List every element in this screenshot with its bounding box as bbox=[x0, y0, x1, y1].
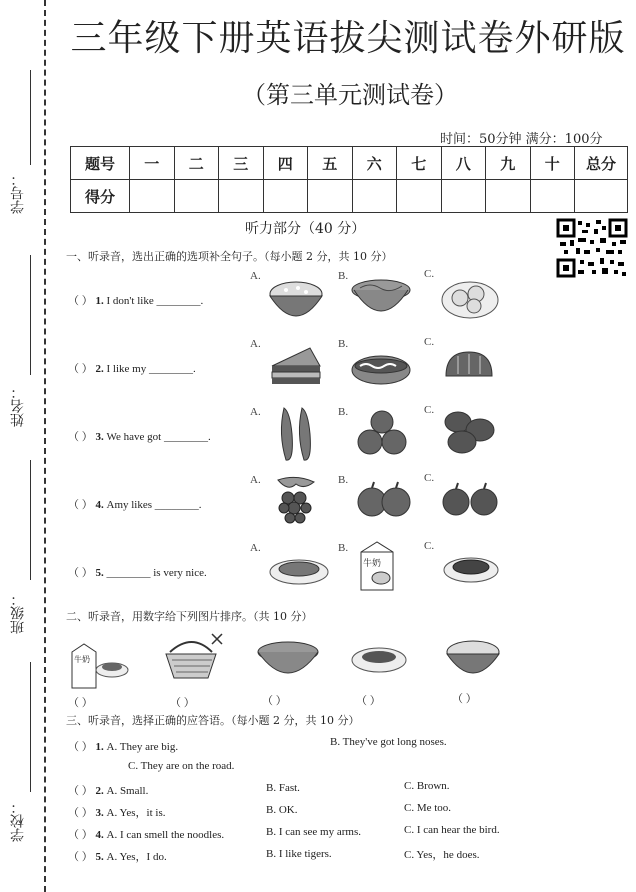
order-paren[interactable]: （ ） bbox=[452, 693, 477, 705]
id-label: 学号： bbox=[10, 172, 26, 214]
section3-title: 三、听录音，选择正确的应答语。（每小题 2 分，共 10 分） bbox=[66, 714, 360, 727]
option-b: B. Fast. bbox=[266, 782, 300, 794]
answer-paren[interactable]: （ ） bbox=[68, 829, 93, 841]
score-input-cell[interactable] bbox=[263, 180, 308, 213]
score-input-cell[interactable] bbox=[352, 180, 397, 213]
hot-dog-image[interactable] bbox=[350, 352, 412, 386]
option-letter: B. bbox=[338, 406, 349, 418]
score-input-cell[interactable] bbox=[441, 180, 486, 213]
beans-image[interactable] bbox=[276, 404, 316, 464]
order-paren[interactable]: （ ） bbox=[356, 695, 381, 707]
question-row bbox=[68, 428, 211, 444]
option-b: B. I like tigers. bbox=[266, 848, 332, 860]
class-label: 班级： bbox=[10, 592, 26, 634]
dumplings-image[interactable] bbox=[440, 276, 500, 320]
potatoes-image[interactable] bbox=[440, 408, 496, 456]
score-cell: 十 bbox=[530, 147, 575, 180]
question-row bbox=[68, 848, 167, 864]
order-paren[interactable]: （ ） bbox=[170, 697, 195, 709]
option-letter: A. bbox=[250, 270, 261, 282]
score-cell: 六 bbox=[352, 147, 397, 180]
score-cell: 三 bbox=[219, 147, 264, 180]
question-number: 1. bbox=[95, 295, 104, 307]
option-letter: C. bbox=[424, 404, 435, 416]
answer-paren[interactable]: （ ） bbox=[68, 363, 93, 375]
answer-paren[interactable]: （ ） bbox=[68, 431, 93, 443]
question-row bbox=[68, 782, 148, 798]
option-letter: C. bbox=[424, 472, 435, 484]
option-letter: C. bbox=[424, 268, 435, 280]
rice-bowl-image[interactable] bbox=[266, 276, 326, 326]
option-a: A. I can smell the noodles. bbox=[106, 829, 225, 841]
question-row bbox=[68, 804, 166, 820]
rice-plate-image[interactable] bbox=[442, 552, 500, 584]
milk-carton-image[interactable] bbox=[357, 540, 397, 592]
score-table bbox=[70, 146, 628, 213]
qr-code bbox=[556, 218, 628, 278]
rice-bowl-image[interactable] bbox=[444, 636, 502, 682]
score-cell: 五 bbox=[308, 147, 353, 180]
answer-paren[interactable]: （ ） bbox=[68, 851, 93, 863]
score-input-cell[interactable] bbox=[174, 180, 219, 213]
option-c: C. I can hear the bird. bbox=[404, 824, 500, 836]
option-b: B. I can see my arms. bbox=[266, 826, 361, 838]
option-letter: A. bbox=[250, 406, 261, 418]
score-input-cell[interactable] bbox=[219, 180, 264, 213]
noodle-bowl-image[interactable] bbox=[350, 276, 412, 324]
answer-paren[interactable]: （ ） bbox=[68, 785, 93, 797]
question-row bbox=[68, 292, 203, 308]
section1-title: 一、听录音，选出正确的选项补全句子。（每小题 2 分，共 10 分） bbox=[66, 250, 393, 263]
option-letter: B. bbox=[338, 338, 349, 350]
tomatoes-image[interactable] bbox=[356, 408, 408, 458]
score-input-cell[interactable] bbox=[130, 180, 175, 213]
binding-line bbox=[44, 0, 46, 892]
score-input-cell[interactable] bbox=[530, 180, 575, 213]
id-line bbox=[30, 70, 31, 165]
score-cell: 题号 bbox=[71, 147, 130, 180]
sandwich-image[interactable] bbox=[270, 346, 322, 388]
score-cell: 四 bbox=[263, 147, 308, 180]
oranges-image[interactable] bbox=[356, 480, 412, 522]
page-title: 三年级下册英语拔尖测试卷外研版 bbox=[70, 18, 626, 59]
milk-and-meat-shape bbox=[70, 640, 130, 692]
apples-image[interactable] bbox=[440, 480, 500, 520]
listening-title: 听力部分（40 分） bbox=[245, 221, 366, 237]
question-row bbox=[68, 826, 224, 842]
section2-title: 二、听录音，用数字给下列图片排序。（共 10 分） bbox=[66, 610, 313, 623]
score-cell: 一 bbox=[130, 147, 175, 180]
school-label: 学校： bbox=[10, 800, 26, 842]
answer-paren[interactable]: （ ） bbox=[68, 741, 93, 753]
option-b: B. OK. bbox=[266, 804, 298, 816]
option-c: C. Brown. bbox=[404, 780, 450, 792]
question-number: 3. bbox=[95, 431, 104, 443]
option-letter: B. bbox=[338, 542, 349, 554]
option-b: B. They've got long noses. bbox=[330, 736, 447, 748]
name-label: 姓名： bbox=[10, 385, 26, 427]
score-header-row bbox=[71, 147, 628, 180]
question-number: 1. bbox=[95, 741, 104, 753]
name-line bbox=[30, 255, 31, 375]
score-input-cell[interactable] bbox=[486, 180, 531, 213]
answer-paren[interactable]: （ ） bbox=[68, 499, 93, 511]
option-letter: C. bbox=[424, 540, 435, 552]
score-cell: 八 bbox=[441, 147, 486, 180]
milk-label: 牛奶 bbox=[74, 655, 90, 664]
question-number: 2. bbox=[95, 785, 104, 797]
question-number: 2. bbox=[95, 363, 104, 375]
question-text: I like my ________. bbox=[106, 363, 196, 375]
answer-paren[interactable]: （ ） bbox=[68, 295, 93, 307]
option-letter: B. bbox=[338, 474, 349, 486]
score-input-cell[interactable] bbox=[308, 180, 353, 213]
option-a: A. Yes，I do. bbox=[106, 851, 167, 863]
school-line bbox=[30, 662, 31, 792]
score-cell: 得分 bbox=[71, 180, 130, 213]
meat-plate-image[interactable] bbox=[350, 644, 408, 674]
option-c: C. They are on the road. bbox=[128, 760, 235, 772]
question-number: 5. bbox=[95, 567, 104, 579]
question-row bbox=[68, 360, 196, 376]
score-input-cell[interactable] bbox=[397, 180, 442, 213]
option-letter: B. bbox=[338, 270, 349, 282]
bread-image[interactable] bbox=[442, 348, 496, 380]
order-paren[interactable]: （ ） bbox=[262, 695, 287, 707]
question-text: We have got ________. bbox=[106, 431, 211, 443]
question-row bbox=[68, 564, 207, 580]
order-paren[interactable]: （ ） bbox=[68, 697, 93, 709]
question-text: I don't like ________. bbox=[106, 295, 204, 307]
score-cell: 九 bbox=[486, 147, 531, 180]
question-number: 5. bbox=[95, 851, 104, 863]
milk-label: 牛奶 bbox=[363, 559, 382, 569]
option-letter: A. bbox=[250, 338, 261, 350]
question-number: 4. bbox=[95, 499, 104, 511]
score-value-row bbox=[71, 180, 628, 213]
milk-and-meat-image[interactable] bbox=[70, 640, 130, 692]
class-line bbox=[30, 460, 31, 580]
option-letter: C. bbox=[424, 336, 435, 348]
answer-paren[interactable]: （ ） bbox=[68, 567, 93, 579]
option-a: A. They are big. bbox=[106, 741, 179, 753]
meat-plate-image[interactable] bbox=[268, 554, 330, 586]
option-letter: A. bbox=[250, 542, 261, 554]
grapes-image[interactable] bbox=[268, 474, 324, 530]
option-a: A. Small. bbox=[106, 785, 149, 797]
option-a: A. Yes，it is. bbox=[106, 807, 166, 819]
answer-paren[interactable]: （ ） bbox=[68, 807, 93, 819]
question-number: 3. bbox=[95, 807, 104, 819]
score-cell: 七 bbox=[397, 147, 442, 180]
question-number: 4. bbox=[95, 829, 104, 841]
option-c: C. Me too. bbox=[404, 802, 452, 814]
option-letter: A. bbox=[250, 474, 261, 486]
time-info: 时间：50分钟 满分：100分 bbox=[440, 132, 603, 147]
option-c: C. Yes，he does. bbox=[404, 849, 480, 861]
question-text: Amy likes ________. bbox=[106, 499, 202, 511]
bread-basket-image[interactable] bbox=[162, 632, 228, 682]
noodle-bowl-image[interactable] bbox=[256, 640, 320, 684]
page-subtitle: （第三单元测试卷） bbox=[242, 81, 458, 109]
question-text: ________ is very nice. bbox=[106, 567, 207, 579]
question-row bbox=[68, 738, 178, 754]
score-input-cell[interactable] bbox=[575, 180, 628, 213]
score-cell: 总分 bbox=[575, 147, 628, 180]
question-row bbox=[68, 496, 202, 512]
score-cell: 二 bbox=[174, 147, 219, 180]
